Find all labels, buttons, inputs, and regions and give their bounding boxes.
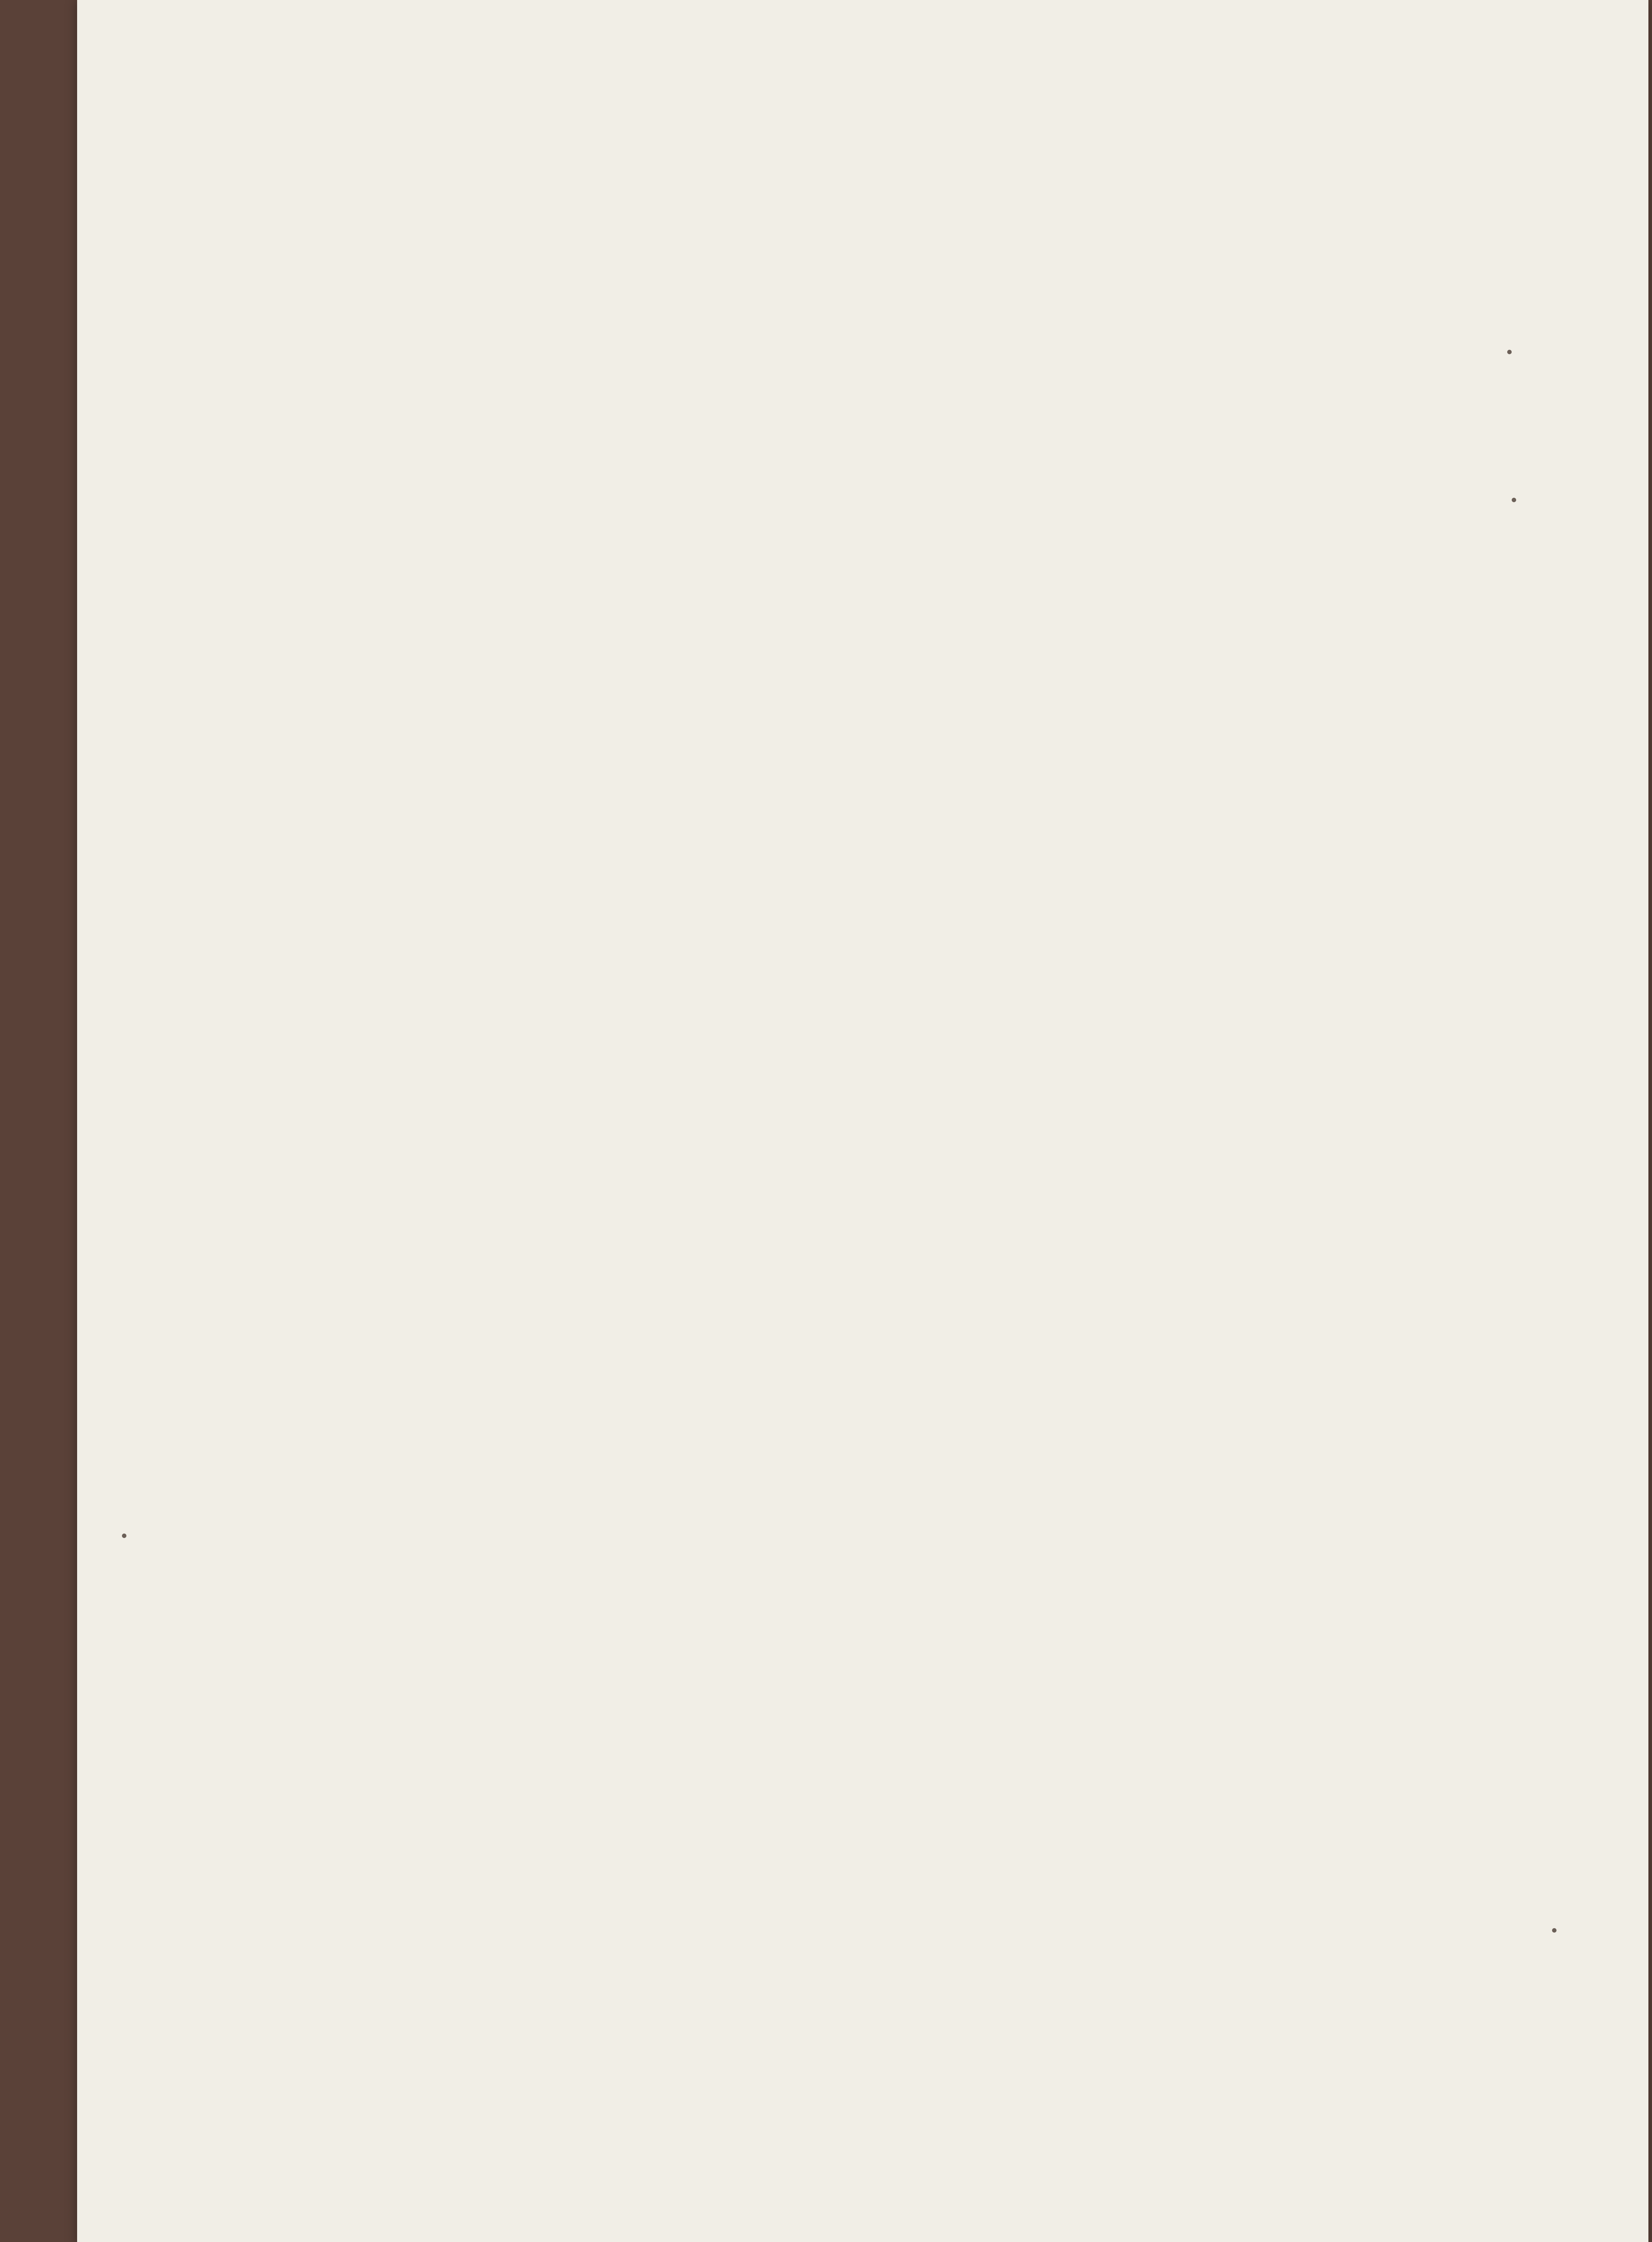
paper-speck — [122, 1534, 126, 1538]
paper-speck — [1507, 350, 1512, 354]
paper-speck — [1512, 498, 1516, 502]
paper-speck — [1552, 1928, 1557, 1933]
document-page — [77, 0, 1648, 2242]
